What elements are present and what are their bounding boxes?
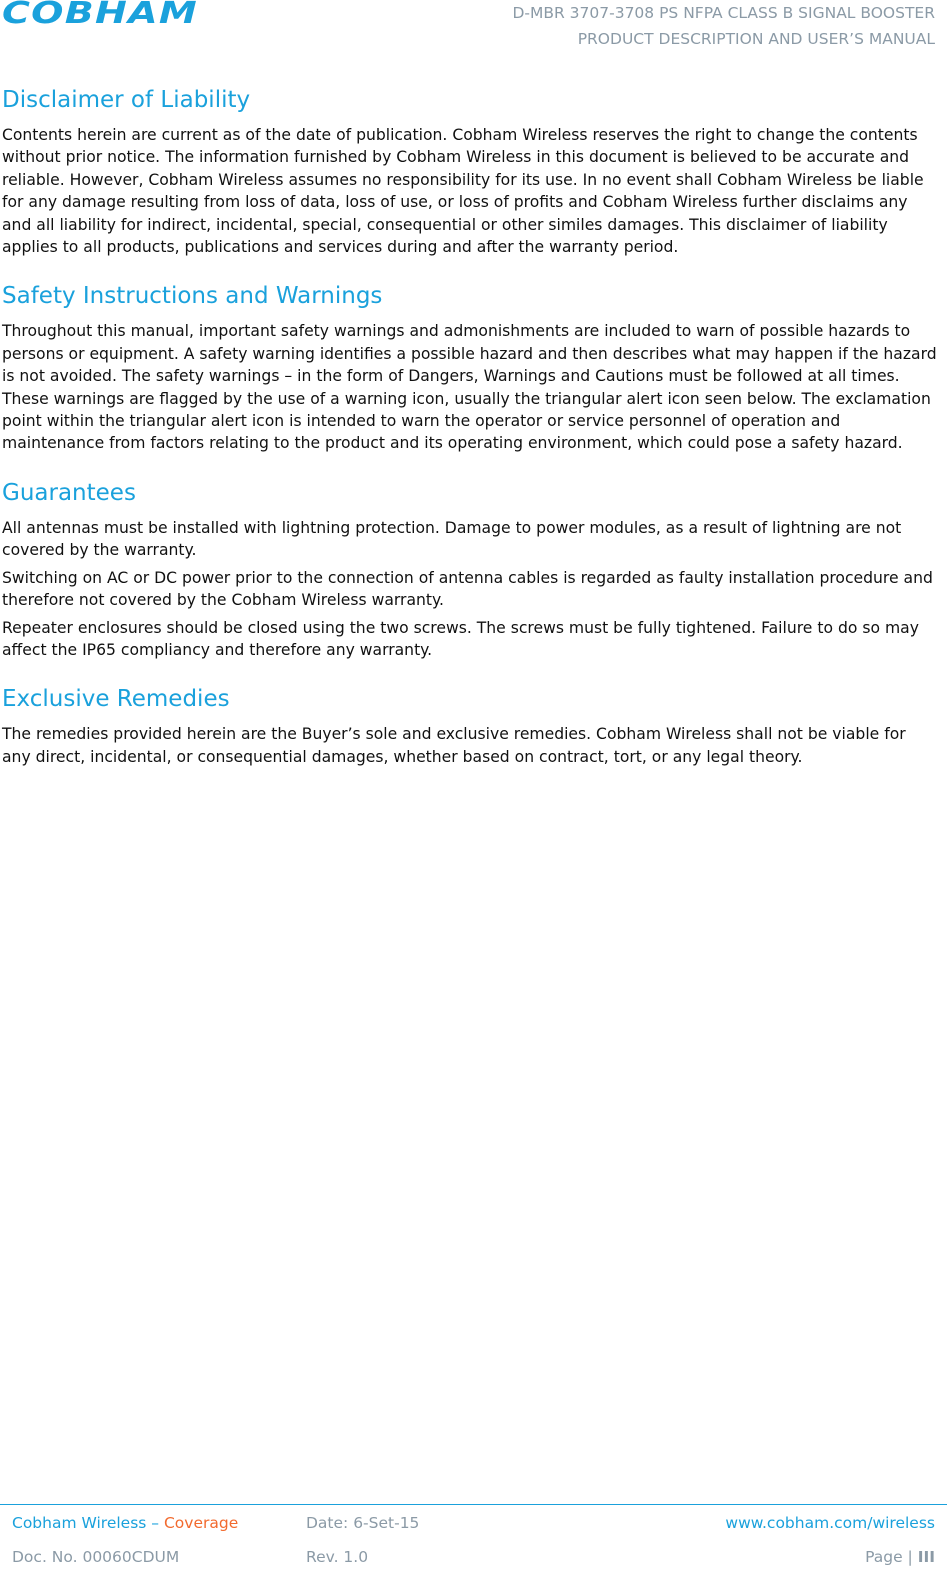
section-heading: Guarantees xyxy=(2,479,136,506)
section-safety xyxy=(2,280,937,454)
footer-revision: Rev. 1.0 xyxy=(306,1548,369,1566)
section-guarantees xyxy=(2,477,937,661)
footer-company-name: Cobham Wireless xyxy=(12,1514,147,1532)
section-paragraph: Switching on AC or DC power prior to the connection of antenna cables is regarded as faulty installation procedure and therefore not covered by the Cobham Wireless warranty. xyxy=(2,568,933,610)
page-content xyxy=(2,84,937,790)
document-title-line-1: D-MBR 3707-3708 PS NFPA CLASS B SIGNAL BOOSTER xyxy=(512,4,935,22)
footer-website-link[interactable]: www.cobham.com/wireless xyxy=(725,1514,935,1532)
document-title xyxy=(512,0,935,52)
section-paragraph: Repeater enclosures should be closed using the two screws. The screws must be fully tightened. Failure to do so may affect the IP65 compliancy and therefore any warranty. xyxy=(2,618,919,659)
footer-date: Date: 6-Set-15 xyxy=(306,1514,420,1532)
section-exclusive-remedies xyxy=(2,683,937,768)
section-heading: Disclaimer of Liability xyxy=(2,87,251,113)
section-paragraph: Throughout this manual, important safety warnings and admonishments are included to warn of possible hazards to persons or equipment. A safety warning identifies a possible hazard and then describes what may happen if the hazard is not avoided. The safety warnings – in the form of Dangers, Warnings and Cautions must be followed at all times. These warnings are flagged by the use of a warning icon, usually the triangular alert icon seen below. The exclamation point within the triangular alert icon is intended to warn the operator or service personnel of operation and maintenance from factors relating to the product and its operating environment, which could pose a safety hazard. xyxy=(2,322,937,453)
cobham-logo xyxy=(2,0,202,26)
page-footer xyxy=(0,1504,947,1573)
section-paragraph: The remedies provided herein are the Buyer’s sole and exclusive remedies. Cobham Wireless shall not be viable for any direct, incidental, or consequential damages, whether based on contract, tort, or any legal theory. xyxy=(2,725,906,766)
footer-dash: – xyxy=(146,1514,164,1532)
document-title-line-2: PRODUCT DESCRIPTION AND USER’S MANUAL xyxy=(577,30,935,48)
footer-page-number: III xyxy=(917,1548,935,1566)
section-heading: Exclusive Remedies xyxy=(2,686,230,713)
footer-page xyxy=(865,1548,935,1566)
footer-page-label: Page | xyxy=(865,1548,918,1566)
footer-company xyxy=(12,1514,238,1532)
section-heading: Safety Instructions and Warnings xyxy=(2,283,383,310)
footer-coverage: Coverage xyxy=(163,1514,239,1532)
logo-text: COBHAM xyxy=(2,0,198,26)
section-paragraph: All antennas must be installed with lightning protection. Damage to power modules, as a result of lightning are not covered by the warranty. xyxy=(2,518,902,560)
footer-doc-number: Doc. No. 00060CDUM xyxy=(12,1548,180,1566)
section-paragraph: Contents herein are current as of the date of publication. Cobham Wireless reserves the right to change the contents without prior notice. The information furnished by Cobham Wireless in this document is believed to be accurate and reliable. However, Cobham Wireless assumes no responsibility for its use. In no event shall Cobham Wireless be liable for any damage resulting from loss of data, loss of use, or loss of profits and Cobham Wireless further disclaims any and all liability for indirect, incidental, special, consequential or other similes damages. This disclaimer of liability applies to all products, publications and services during and after the warranty period. xyxy=(2,126,924,257)
section-disclaimer xyxy=(2,84,937,258)
page-header xyxy=(0,0,947,60)
